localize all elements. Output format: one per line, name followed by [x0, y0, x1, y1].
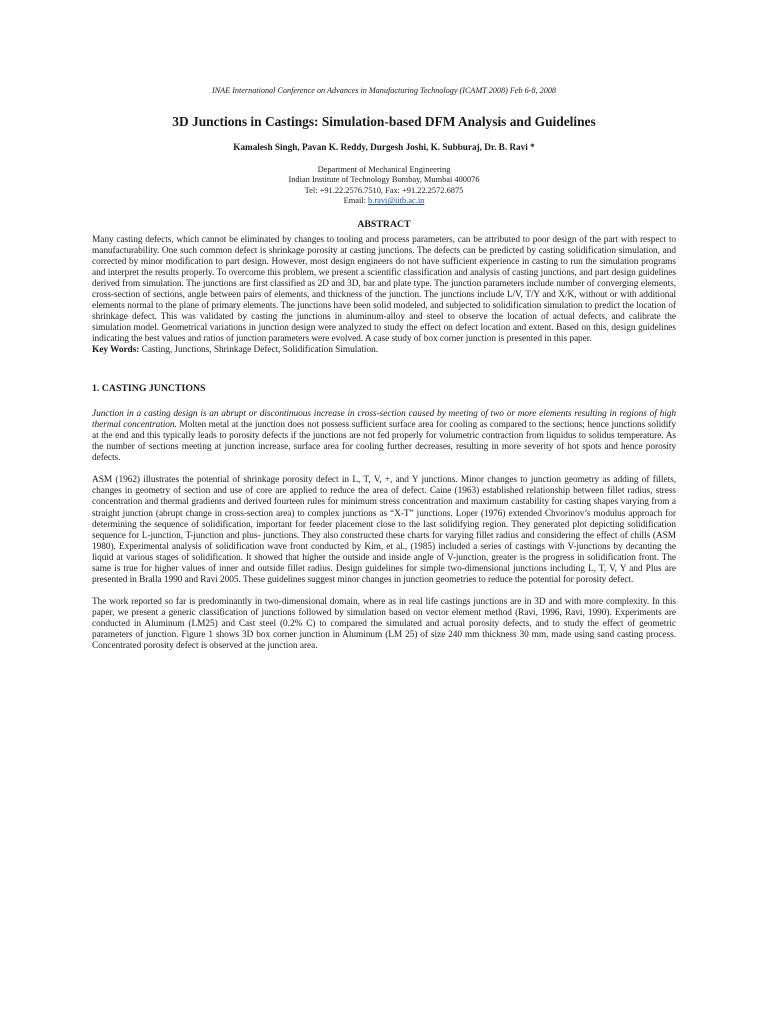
contact-numbers: Tel: +91.22.2576.7510, Fax: +91.22.2572.6875	[304, 185, 464, 195]
email-link[interactable]: b.ravi@iitb.ac.in	[368, 196, 425, 206]
email-line	[92, 196, 676, 206]
keywords-label: Key Words:	[92, 345, 140, 356]
section1-paragraph-3: The work reported so far is predominantly in two-dimensional domain, where as in real life castings junctions are in 3D and with more complexity. In this paper, we present a generic classification of junctions followed by simulation based on vector element method (Ravi, 1996, Ravi, 1990). Experiments are conducted in Aluminum (LM25) and Cast steel (0.2% C) to compared the simulated and actual porosity defects, and to study the effect of geometric parameters of junction. Figure 1 shows 3D box corner junction in Aluminum (LM 25) of size 240 mm thickness 30 mm, made using sand casting process. Concentrated porosity defect is observed at the junction area.	[92, 596, 676, 652]
abstract-heading: ABSTRACT	[357, 218, 411, 230]
department: Department of Mechanical Engineering	[317, 165, 451, 174]
paper-title: 3D Junctions in Castings: Simulation-based DFM Analysis and Guidelines	[172, 114, 596, 129]
conference-header: INAE International Conference on Advances in Manufacturing Technology (ICAMT 2008) Feb 6-8, 2008	[211, 86, 557, 95]
section-heading-casting-junctions: 1. CASTING JUNCTIONS	[92, 383, 206, 395]
paper-page	[92, 86, 676, 652]
section1-paragraph-2: ASM (1962) illustrates the potential of shrinkage porosity defect in L, T, V, +, and Y junctions. Minor changes to junction geometry as adding of fillets, changes in geometry of section and use of core are applied to reduce the area of defect. Caine (1963) established relationship between fillet radius, stress concentration and thermal gradients and derived fourteen rules for minimum stress concentration and maximum castability for casting shapes varying from a straight junction (abrupt change in cross-section area) to complex junctions as “X-T” junctions. Loper (1976) extended Chvorinov’s modulus approach for determining the sequence of solidification, important for feeder placement close to the last solidifying region. They generated plot depicting solidification sequence for L-junction, T-junction and plus- junctions. They also constructed these charts for varying fillet radius and considering the effect of chills (ASM 1980). Experimental analysis of solidification wave front conducted by Kim, et al., (1985) included a series of castings with V-junctions by decanting the liquid at various stages of solidification. It showed that higher the outside and inside angle of V-junction, greater is the progress in solidification front. The same is true for higher values of inner and outside fillet radius. Design guidelines for simple two-dimensional junctions including L, T, V, Y and Plus are presented in Bralla 1990 and Ravi 2005. These guidelines suggest minor changes in junction geometries to reduce the potential for porosity defect.	[92, 475, 676, 585]
institute: Indian Institute of Technology Bombay, Mumbai 400076	[288, 175, 480, 185]
section1-paragraph-1	[92, 409, 676, 464]
email-label: Email:	[343, 196, 369, 206]
keywords-line	[92, 345, 676, 356]
abstract-text: Many casting defects, which cannot be eliminated by changes to tooling and process parameters, can be attributed to poor design of the part with respect to manufacturability. One such common defect is shrinkage porosity at casting junctions. The defects can be predicted by casting solidification simulation, and corrected by minor modification to part design. However, most design engineers do not have sufficient experience in casting to run the simulation programs and interpret the results properly. To overcome this problem, we present a scientific classification and analysis of casting junctions, and part design guidelines derived from simulation. The junctions are first classified as 2D and 3D, bar and plate type. The junction parameters include number of converging elements, cross-section of sections, angle between pairs of elements, and thickness of the junction. The junctions include L/V, T/Y and X/K, without or with additional elements normal to the plane of primary elements. The junctions have been solid modeled, and subjected to solidification simulation to predict the location of shrinkage defect. This was validated by casting the junctions in aluminum-alloy and steel to observe the location of actual defects, and calibrate the simulation model. Geometrical variations in junction design were analyzed to study the effect on defect location and extent. Based on this, design guidelines indicating the best values and ratios of junction parameters were evolved. A case study of box corner junction is presented in this paper.	[92, 234, 676, 345]
keywords-text: Casting, Junctions, Shrinkage Defect, Solidification Simulation.	[139, 345, 378, 356]
section1-paragraph-1-italic: Junction in a casting design is an abrupt or discontinuous increase in cross-section caused by meeting of two or more elements resulting in regions of high thermal concentration.	[92, 409, 676, 431]
section1-paragraph-1-rest: Molten metal at the junction does not possess sufficient surface area for cooling as compared to the sections; hence junctions solidify at the end and this typically leads to porosity defects if the junctions are not fed properly for volumetric contraction from liquidus to solidus temperature. As the number of sections meeting at junction increase, surface area for cooling further decreases, resulting in more severity of hot spots and hence porosity defects.	[92, 420, 676, 464]
author-list: Kamalesh Singh, Pavan K. Reddy, Durgesh Joshi, K. Subburaj, Dr. B. Ravi *	[233, 142, 535, 152]
affiliation-block	[92, 165, 676, 207]
